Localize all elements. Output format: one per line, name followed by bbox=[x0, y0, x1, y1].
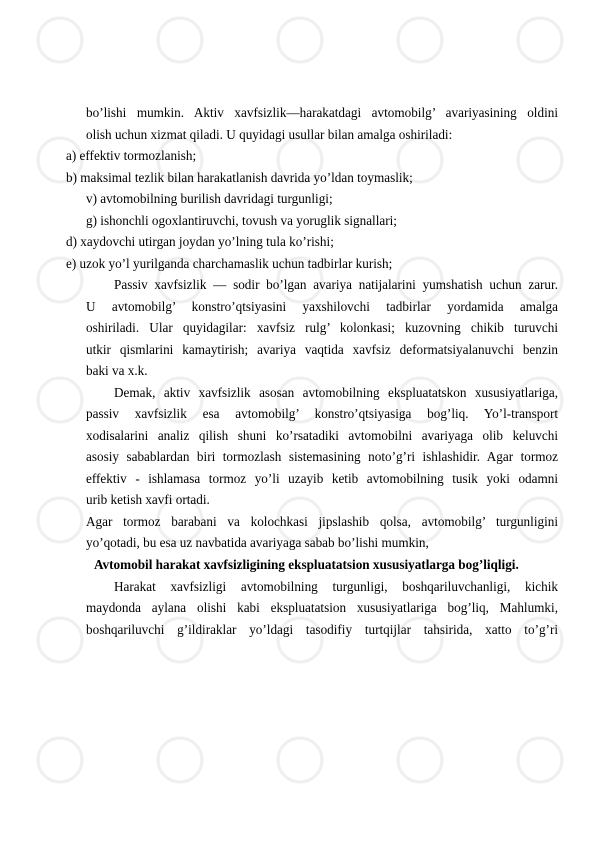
text-line: passiv xavfsizlik esa avtomobilg’ konstro’qtsiyasiga bog’liq. Yo’l-transport bbox=[86, 406, 558, 421]
list-item: e) uzok yo’l yurilganda charchamaslik uchun tadbirlar kurish; bbox=[66, 256, 393, 271]
text-line: xodisalarini analiz qilish shuni ko’rsatadiki avtomobilni avariyaga olib keluvchi bbox=[86, 428, 558, 443]
list-item: a) effektiv tormozlanish; bbox=[66, 148, 197, 163]
section-heading: Avtomobil harakat xavfsizligining ekspluatatsion xususiyatlarga bog’liqligi. bbox=[94, 557, 519, 572]
text-line: oshiriladi. Ular quyidagilar: xavfsiz rulg’ kolonkasi; kuzovning chikib turuvchi bbox=[86, 320, 558, 335]
list-item: g) ishonchli ogoxlantiruvchi, tovush va yoruglik signallari; bbox=[86, 213, 397, 228]
text-line: boshqariluvchi g’ildiraklar yo’ldagi tasodifiy turtqijlar tahsirida, xatto to’g’ri bbox=[86, 622, 558, 637]
text-line: yo’qotadi, bu esa uz navbatida avariyaga sabab bo’lishi mumkin, bbox=[86, 535, 429, 550]
text-line: baki va x.k. bbox=[86, 363, 148, 378]
list-item: d) xaydovchi utirgan joydan yo’lning tula ko’rishi; bbox=[66, 234, 334, 249]
list-item: b) maksimal tezlik bilan harakatlanish davrida yo’ldan toymaslik; bbox=[66, 170, 413, 185]
list-item: v) avtomobilning burilish davridagi turgunligi; bbox=[86, 191, 333, 206]
text-line: Passiv xavfsizlik — sodir bo’lgan avariya natijalarini yumshatish uchun zarur. bbox=[114, 277, 558, 292]
text-line: effektiv - ishlamasa tormoz yo’li uzayib ketib avtomobilning tusik yoki odamni bbox=[86, 471, 558, 486]
text-line: olish uchun xizmat qiladi. U quyidagi usullar bilan amalga oshiriladi: bbox=[86, 127, 453, 142]
text-line: Harakat xavfsizligi avtomobilning turgunligi, boshqariluvchanligi, kichik bbox=[114, 579, 558, 594]
text-line: maydonda aylana olishi kabi ekspluatatsion xususiyatlariga bog’liq, Mahlumki, bbox=[86, 600, 558, 615]
text-line: urib ketish xavfi ortadi. bbox=[86, 492, 210, 507]
text-line: Agar tormoz barabani va kolochkasi jipslashib qolsa, avtomobilg’ turgunligini bbox=[86, 514, 558, 529]
text-line: asosiy sabablardan biri tormozlash sistemasining noto’g’ri ishlashidir. Agar tormoz bbox=[86, 449, 558, 464]
text-line: U avtomobilg’ konstro’qtsiyasini yaxshilovchi tadbirlar yordamida amalga bbox=[86, 299, 558, 314]
text-line: bo’lishi mumkin. Aktiv xavfsizlik—harakatdagi avtomobilg’ avariyasining oldini bbox=[86, 105, 558, 120]
text-line: Demak, aktiv xavfsizlik asosan avtomobilning ekspluatatskon xususiyatlariga, bbox=[114, 385, 558, 400]
text-line: utkir qismlarini kamaytirish; avariya vaqtida xavfsiz deformatsiyalanuvchi benzin bbox=[86, 342, 558, 357]
